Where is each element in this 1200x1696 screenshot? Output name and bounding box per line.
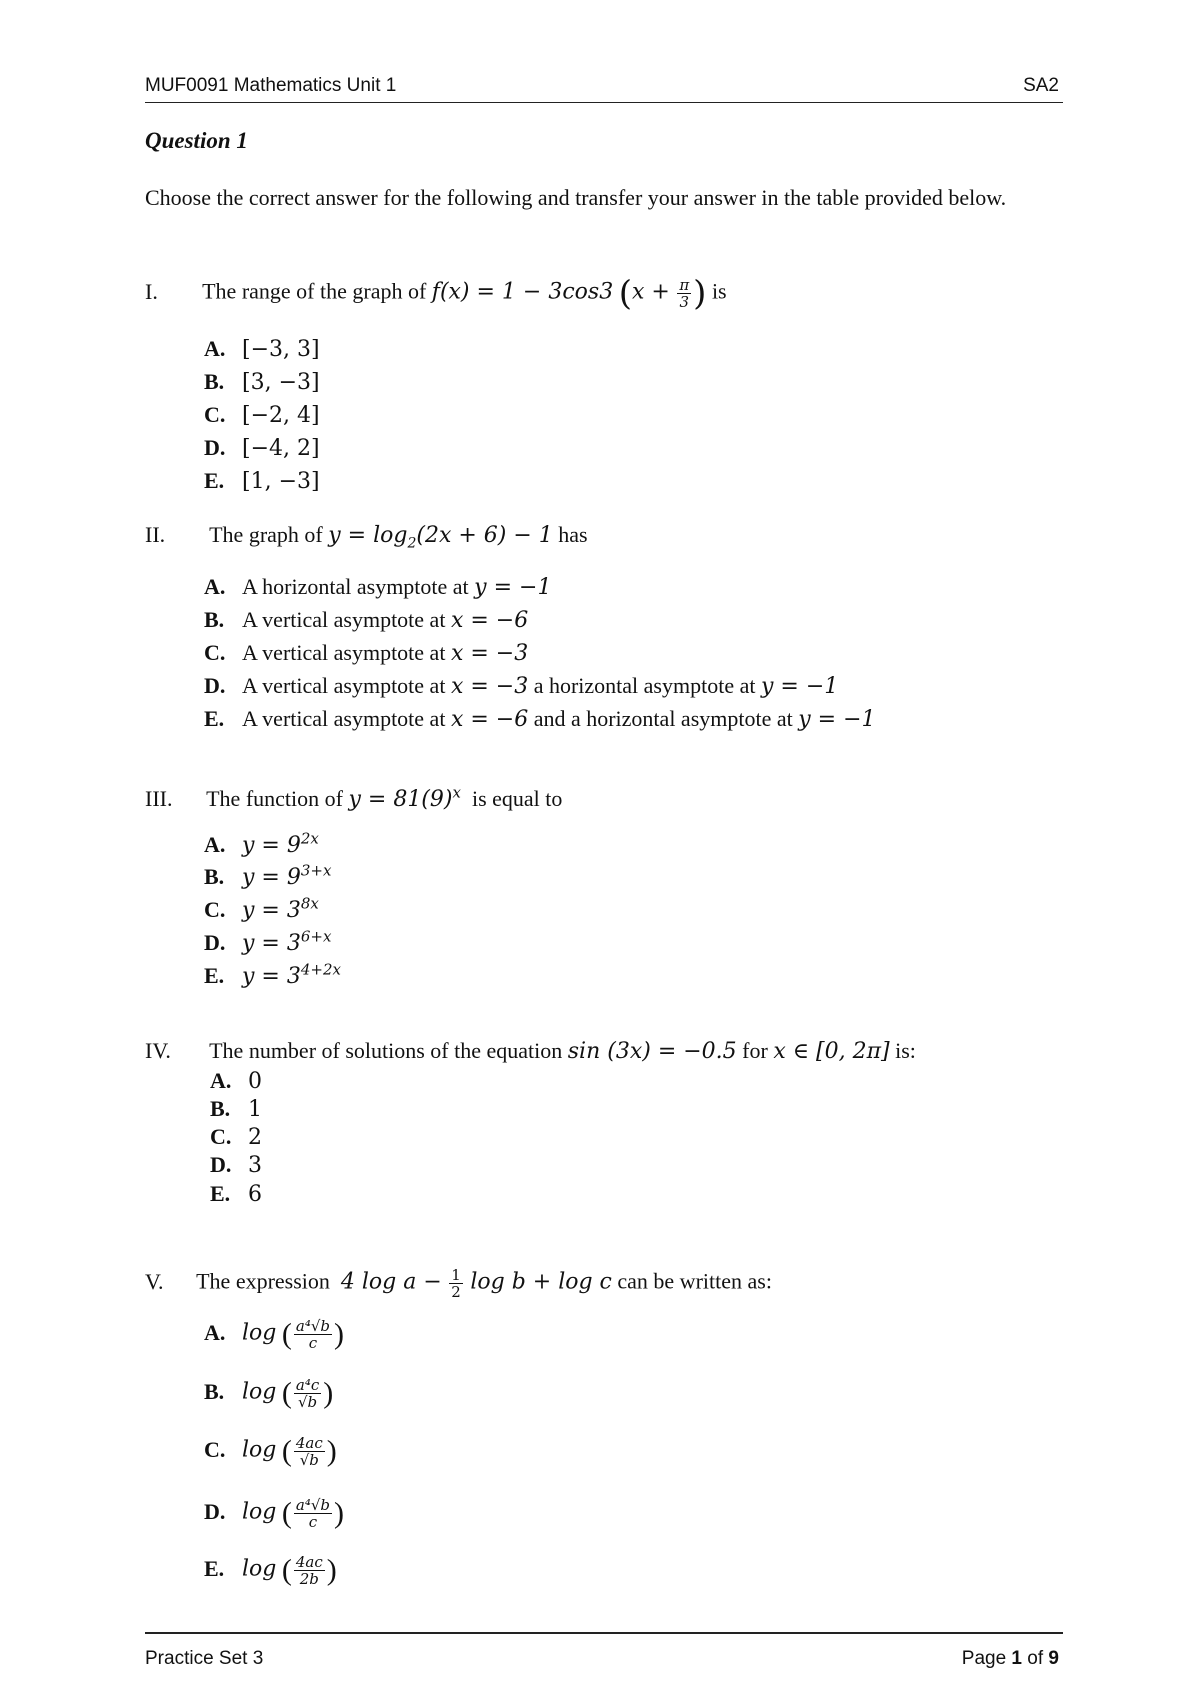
math-expression: f(x) = 1 − 3cos3 xyxy=(431,279,614,305)
fraction: $\frac{1}{2}$ xyxy=(451,1266,461,1301)
question-tail: is: xyxy=(895,1038,916,1063)
fraction: $\frac{\pi}{3}$ xyxy=(679,276,690,311)
question-number: V. xyxy=(145,1268,164,1294)
option: C. 2 xyxy=(210,1124,262,1150)
option: A. A horizontal asymptote at y = −1 xyxy=(204,574,552,600)
assessment-code: SA2 xyxy=(1023,75,1059,96)
option: D. 3 xyxy=(210,1152,262,1178)
question-lead: The graph of xyxy=(209,522,323,547)
option: E. log ( $\frac{4ac}{2b}$ ) xyxy=(204,1553,337,1588)
question-1: I. The range of the graph of f(x) = 1 − 3cos3 (x + $\frac{\pi}{3}$ ) is xyxy=(145,273,727,314)
question-tail: has xyxy=(558,522,588,547)
question-lead: The expression xyxy=(196,1268,330,1294)
question-4 xyxy=(145,1038,916,1064)
option: B. A vertical asymptote at x = −6 xyxy=(204,607,529,633)
option: C. [−2, 4] xyxy=(204,402,320,428)
option: B. $y = 9^{3+x}$ xyxy=(204,861,332,890)
question-tail: is equal to xyxy=(471,786,563,811)
page-number: Page 1 of 9 xyxy=(961,1648,1059,1669)
question-mid: for xyxy=(742,1038,768,1063)
option: E. $y = 3^{4+2x}$ xyxy=(204,960,341,989)
option: E. A vertical asymptote at x = −6 and a horizontal asymptote at y = −1 xyxy=(204,706,876,732)
option: D. [−4, 2] xyxy=(204,435,320,461)
practice-set-label: Practice Set 3 xyxy=(145,1648,264,1669)
option: A. [−3, 3] xyxy=(204,336,320,362)
option: B. [3, −3] xyxy=(204,369,320,395)
question-title: Question 1 xyxy=(145,128,248,153)
question-5 xyxy=(145,1267,772,1300)
math-expression: x ∈ [0, 2π] xyxy=(773,1039,890,1064)
question-number: I. xyxy=(145,278,158,304)
math-expression: $y = 81(9)^x$ xyxy=(348,783,461,812)
math-expression: sin (3x) = −0.5 xyxy=(567,1039,737,1064)
page-footer xyxy=(145,1632,1063,1669)
option: E. [1, −3] xyxy=(204,468,320,494)
option: C. $y = 3^{8x}$ xyxy=(204,894,319,923)
question-tail: is xyxy=(711,278,727,304)
question-lead: The function of xyxy=(206,786,343,811)
option: C. log ( $\frac{4ac}{√b}$ ) xyxy=(204,1434,337,1469)
page-header xyxy=(145,72,1063,103)
question-3 xyxy=(145,783,563,812)
option: A. log ( $\frac{\text{a⁴√b}}{c}$ ) xyxy=(204,1317,344,1352)
question-2 xyxy=(145,522,588,552)
question-number: III. xyxy=(145,786,173,811)
math-expression: log b + log c xyxy=(470,1269,612,1295)
math-expression: 4 log a − xyxy=(340,1269,442,1295)
option: A. $y = 9^{2x}$ xyxy=(204,829,319,858)
option: D. log ( $\frac{\text{a⁴√b}}{c}$ ) xyxy=(204,1496,344,1531)
math-expression: $y = \log_2(2x + 6) - 1$ xyxy=(328,523,553,552)
math-expression: x + xyxy=(631,279,670,305)
question-tail: can be written as: xyxy=(617,1268,772,1294)
option: D. A vertical asymptote at x = −3 a horizontal asymptote at y = −1 xyxy=(204,673,839,699)
question-lead: The range of the graph of xyxy=(202,278,427,304)
option: D. $y = 3^{6+x}$ xyxy=(204,927,332,956)
question-lead: The number of solutions of the equation xyxy=(209,1038,563,1063)
course-title: MUF0091 Mathematics Unit 1 xyxy=(145,75,397,96)
option: C. A vertical asymptote at x = −3 xyxy=(204,640,529,666)
option: B. log ( $\frac{\text{a⁴c}}{√b}$ ) xyxy=(204,1376,334,1411)
question-number: IV. xyxy=(145,1038,171,1063)
option: B. 1 xyxy=(210,1096,262,1122)
option: A. 0 xyxy=(210,1068,262,1094)
instructions: Choose the correct answer for the following and transfer your answer in the table provided below. xyxy=(145,185,1007,210)
option: E. 6 xyxy=(210,1181,262,1207)
question-number: II. xyxy=(145,522,166,547)
